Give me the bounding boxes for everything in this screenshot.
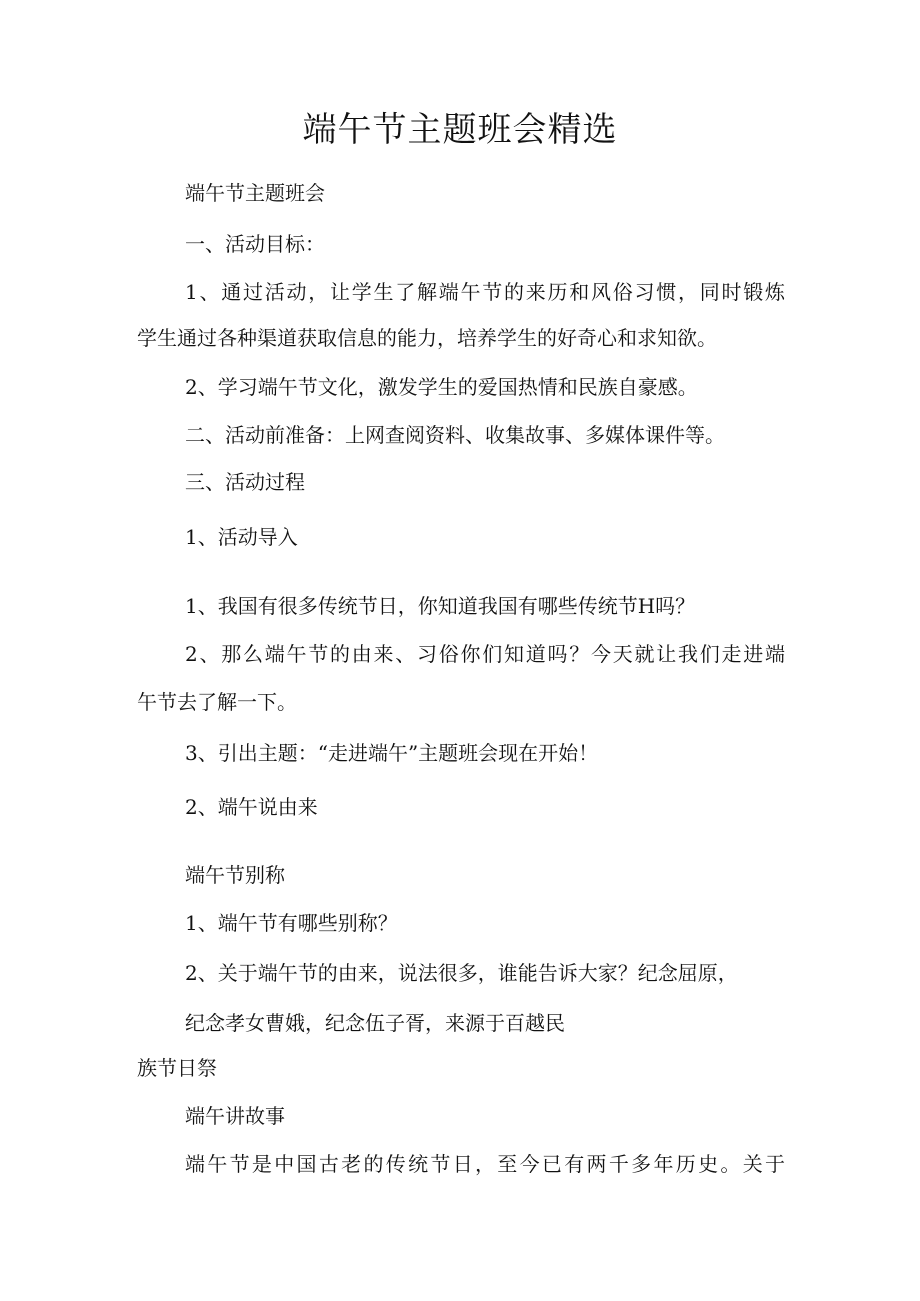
section-heading-goals: 一、活动目标：: [185, 232, 325, 256]
document-title: 端午节主题班会精选: [302, 110, 618, 150]
section-heading-class-meeting: 端午节主题班会: [185, 181, 325, 205]
paragraph-line: 2、那么端午节的由来、习俗你们知道吗？今天就让我们走进端: [185, 642, 785, 666]
paragraph-line: 1、端午节有哪些别称？: [185, 911, 398, 935]
paragraph-line: 3、引出主题：“走进端午”主题班会现在开始！: [185, 741, 599, 765]
section-heading-preparation: 二、活动前准备：上网查阅资料、收集故事、多媒体课件等。: [185, 423, 725, 447]
paragraph-line: 端午节是中国古老的传统节日，至今已有两千多年历史。关于: [185, 1152, 785, 1176]
paragraph-line: 午节去了解一下。: [137, 690, 297, 714]
paragraph-line: 1、我国有很多传统节日，你知道我国有哪些传统节H吗？: [185, 594, 696, 618]
subsection-heading-origin: 2、端午说由来: [185, 795, 318, 819]
paragraph-line: 纪念孝女曹娥，纪念伍子胥，来源于百越民: [185, 1011, 565, 1035]
paragraph-line: 2、学习端午节文化，激发学生的爱国热情和民族自豪感。: [185, 375, 698, 399]
subsection-heading-names: 端午节别称: [185, 863, 285, 887]
paragraph-line: 2、关于端午节的由来，说法很多，谁能告诉大家？纪念屈原，: [185, 961, 738, 985]
subsection-heading-stories: 端午讲故事: [185, 1104, 285, 1128]
paragraph-line: 1、通过活动，让学生了解端午节的来历和风俗习惯，同时锻炼: [185, 280, 785, 304]
paragraph-line: 学生通过各种渠道获取信息的能力，培养学生的好奇心和求知欲。: [137, 326, 717, 350]
paragraph-line: 族节日祭: [137, 1056, 217, 1080]
section-heading-process: 三、活动过程: [185, 470, 305, 494]
subsection-heading-intro: 1、活动导入: [185, 525, 298, 549]
